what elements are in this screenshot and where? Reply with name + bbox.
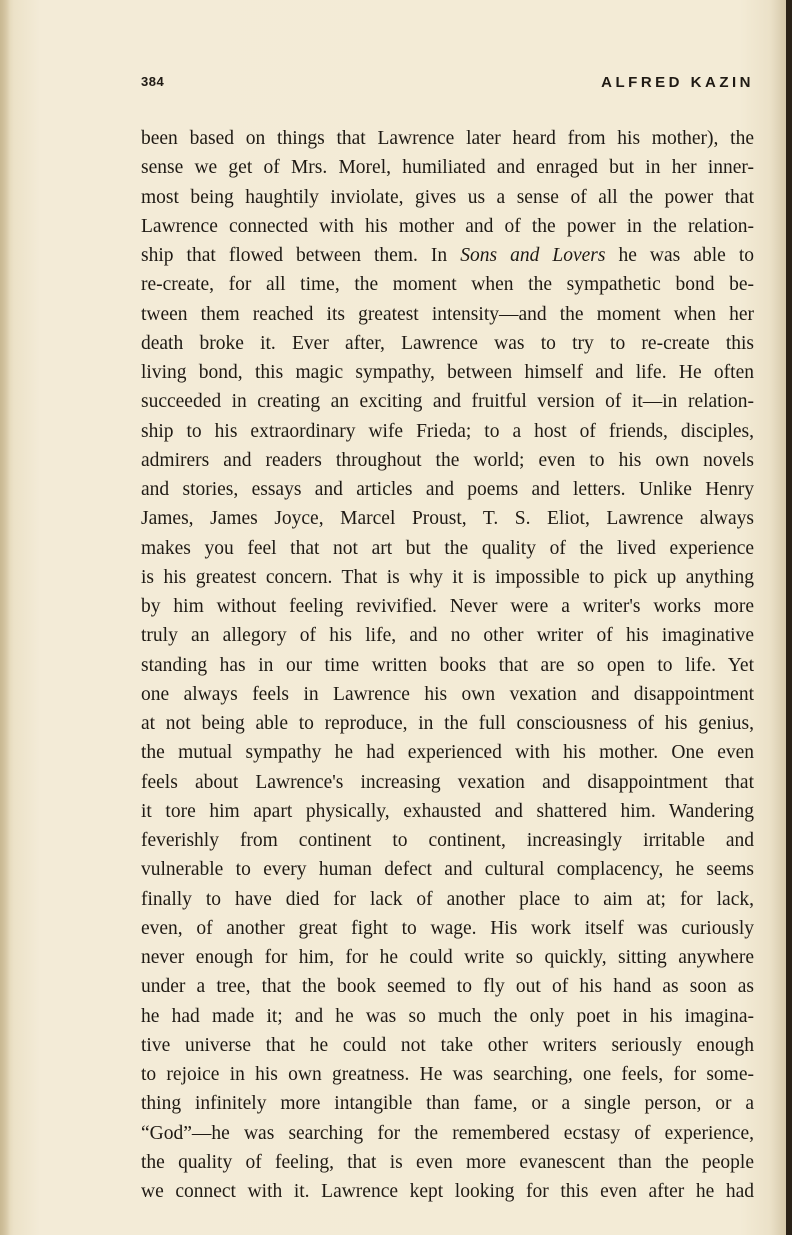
spine-shadow (0, 0, 10, 1235)
running-head: ALFRED KAZIN (601, 74, 754, 91)
page-number: 384 (141, 74, 165, 89)
text-line: truly an allegory of his life, and no other writer of his imaginative (141, 625, 754, 647)
page-edge (786, 0, 792, 1235)
text-line: at not being able to reproduce, in the full consciousness of his genius, (141, 713, 754, 734)
book-title: Sons and Lovers (460, 245, 606, 266)
text-line: admirers and readers throughout the world; even to his own novels (141, 449, 754, 471)
text-line: even, of another great fight to wage. His work itself was curiously (141, 917, 754, 939)
text-line: death broke it. Ever after, Lawrence was to try to re-create this (141, 332, 754, 354)
text-segment: ship that flowed between them. In (141, 245, 461, 266)
text-line: we connect with it. Lawrence kept looking for this even after he had (141, 1181, 754, 1202)
page-header (141, 74, 754, 96)
text-line: feverishly from continent to continent, increasingly irritable and (141, 830, 754, 851)
text-line: thing infinitely more intangible than fame, or a single person, or a (141, 1093, 754, 1115)
text-line: James, James Joyce, Marcel Proust, T. S. Eliot, Lawrence always (141, 508, 754, 530)
text-line: living bond, this magic sympathy, between himself and life. He often (141, 362, 754, 383)
text-line: sense we get of Mrs. Morel, humiliated and enraged but in her inner- (141, 157, 754, 179)
text-line: most being haughtily inviolate, gives us a sense of all the power that (141, 186, 754, 208)
text-line: re-create, for all time, the moment when the sympathetic bond be- (141, 274, 754, 296)
text-line: to rejoice in his own greatness. He was searching, one feels, for some- (141, 1064, 754, 1085)
text-line: the mutual sympathy he had experienced with his mother. One even (141, 742, 754, 764)
text-line: one always feels in Lawrence his own vexation and disappointment (141, 683, 754, 705)
text-line (141, 241, 754, 270)
text-line: “God”—he was searching for the remembered ecstasy of experience, (141, 1122, 754, 1144)
text-line: and stories, essays and articles and poems and letters. Unlike Henry (141, 479, 754, 500)
text-line: succeeded in creating an exciting and fruitful version of it—in relation- (141, 391, 754, 413)
text-line: never enough for him, for he could write so quickly, sitting anywhere (141, 947, 754, 968)
text-line: tween them reached its greatest intensity—and the moment when her (141, 303, 754, 325)
text-line: ship to his extraordinary wife Frieda; to a host of friends, disciples, (141, 420, 754, 442)
text-line: it tore him apart physically, exhausted and shattered him. Wandering (141, 800, 754, 822)
text-line: makes you feel that not art but the quality of the lived experience (141, 537, 754, 559)
text-line: the quality of feeling, that is even more evanescent than the people (141, 1151, 754, 1173)
text-line: under a tree, that the book seemed to fly out of his hand as soon as (141, 976, 754, 998)
text-line: he had made it; and he was so much the only poet in his imagina- (141, 1005, 754, 1027)
text-segment: he was able to (605, 245, 754, 266)
text-line: is his greatest concern. That is why it is impossible to pick up anything (141, 566, 754, 588)
text-line: tive universe that he could not take other writers seriously enough (141, 1034, 754, 1056)
text-line: been based on things that Lawrence later heard from his mother), the (141, 128, 754, 149)
text-line: Lawrence connected with his mother and of the power in the relation- (141, 215, 754, 237)
text-line: vulnerable to every human defect and cultural complacency, he seems (141, 859, 754, 881)
text-line: finally to have died for lack of another place to aim at; for lack, (141, 888, 754, 910)
text-line: by him without feeling revivified. Never were a writer's works more (141, 596, 754, 617)
text-line: feels about Lawrence's increasing vexation and disappointment that (141, 771, 754, 793)
text-line: standing has in our time written books that are so open to life. Yet (141, 654, 754, 676)
body-text (141, 124, 754, 1206)
